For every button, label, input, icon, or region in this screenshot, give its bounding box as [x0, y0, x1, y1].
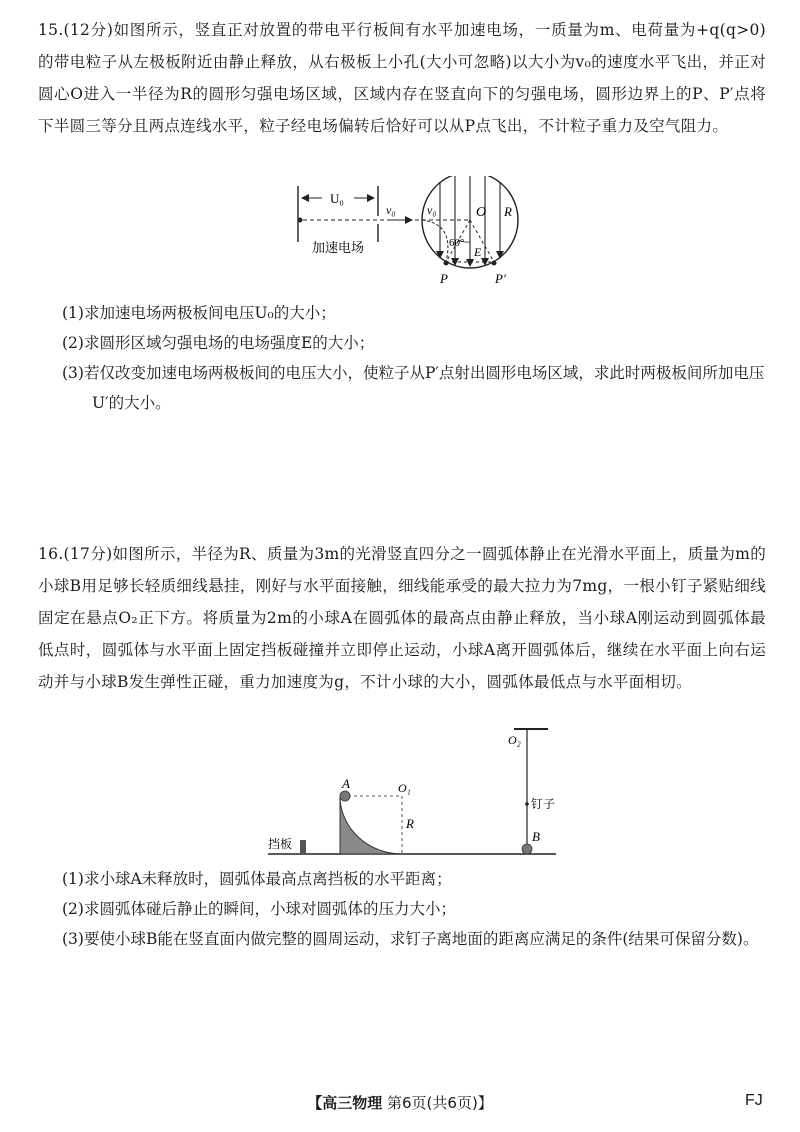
- q16-subquestions: [62, 864, 766, 954]
- nail-label: 钉子: [531, 797, 556, 811]
- q16-sub-2: (2)求圆弧体碰后静止的瞬间，小球对圆弧体的压力大小；: [62, 900, 456, 918]
- board: [300, 840, 306, 854]
- point-p-prime: [492, 261, 497, 266]
- e-label: E: [474, 245, 482, 259]
- ball-a: [340, 791, 350, 801]
- o2-label: O₂: [508, 733, 521, 747]
- nail: [525, 802, 529, 806]
- v0-left-label: v₀: [386, 203, 396, 217]
- q16-figure: [0, 720, 800, 860]
- figure-bg: [280, 730, 556, 854]
- q16-stem: 16.(17分)如图所示，半径为R、质量为3m的光滑竖直四分之一圆弧体静止在光滑水平面上，质量为m的小球B用足够长轻质细线悬挂，刚好与水平面接触，细线能承受的最大拉力为7mg，一根小钉子紧贴细线固定在悬点O₂正下方。将质量为2m的小球A在圆弧体的最高点由静止释放，当小球A刚运动到圆弧体最低点时，圆弧体与水平面上固定挡板碰撞并立即停止运动，小球A离开圆弧体后，继续在水平面上向右运动并与小球B发生弹性正碰，重力加速度为g，不计小球的大小，圆弧体最低点与水平面相切。: [38, 545, 766, 691]
- board-label: 挡板: [268, 837, 293, 851]
- q15-sub-2: (2)求圆形区域匀强电场的电场强度E的大小；: [62, 334, 375, 352]
- page-footer: [0, 1092, 800, 1113]
- particle: [298, 218, 303, 223]
- p-label: P: [440, 271, 448, 286]
- footer-page: 第6页(共6页)】: [387, 1094, 493, 1112]
- q16-sub-3: (3)要使小球B能在竖直面内做完整的圆周运动，求钉子离地面的距离应满足的条件(结果可保留分数)。: [62, 930, 759, 948]
- o-label: O: [476, 205, 487, 220]
- q16-sub-1: (1)求小球A未释放时，圆弧体最高点离挡板的水平距离；: [62, 870, 452, 888]
- q15-subquestions: [62, 298, 766, 418]
- u0-label: U₀: [330, 191, 344, 206]
- point-p: [444, 261, 449, 266]
- q15-figure: [0, 176, 800, 286]
- accel-field-label: 加速电场: [312, 240, 365, 255]
- q15-sub-3: (3)若仅改变加速电场两极板间的电压大小，使粒子从P′点射出圆形电场区域，求此时两极板间所加电压U′的大小。: [62, 364, 765, 412]
- r-label-16: R: [406, 816, 414, 831]
- r-label: R: [504, 204, 512, 219]
- ball-b: [522, 844, 532, 854]
- footer-code: FJ: [745, 1092, 763, 1109]
- q15-stem: 15.(12分)如图所示，竖直正对放置的带电平行板间有水平加速电场，一质量为m、电荷量为+q(q>0)的带电粒子从左极板附近由静止释放，从右极板上小孔(大小可忽略)以大小为v₀的速度水平飞出，并正对圆心O进入一半径为R的圆形匀强电场区域，区域内存在竖直向下的匀强电场，圆形边界上的P、P′点将下半圆三等分且两点连线水平，粒子经电场偏转后恰好可以从P点飞出，不计粒子重力及空气阻力。: [38, 21, 766, 135]
- o1-label: O₁: [398, 781, 411, 795]
- q15-sub-1: (1)求加速电场两极板间电压U₀的大小；: [62, 304, 336, 322]
- footer-subject: 【高三物理: [307, 1094, 383, 1112]
- angle-label: 60°: [449, 237, 465, 249]
- v0-inner-label: v₀: [427, 203, 437, 217]
- b-label: B: [532, 829, 540, 844]
- p-prime-label: P′: [495, 271, 506, 286]
- a-label: A: [342, 776, 350, 791]
